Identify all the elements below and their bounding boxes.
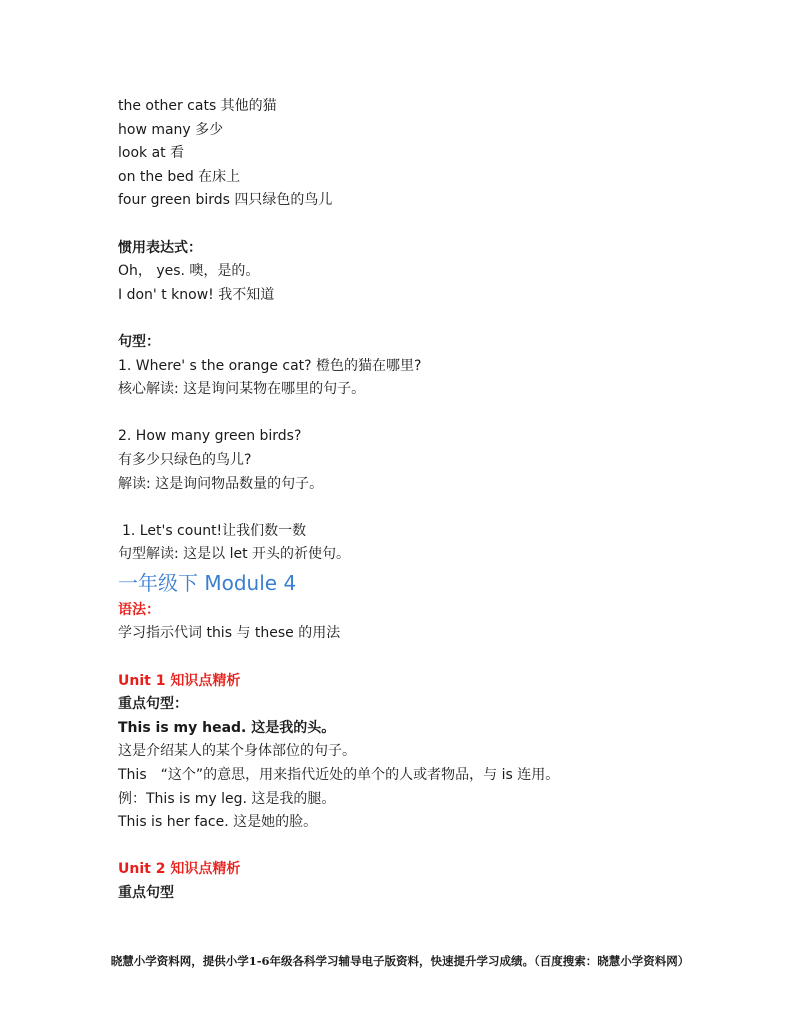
sentence-2-note: 解读: 这是询问物品数量的句子。 — [118, 475, 324, 492]
spacer — [118, 835, 758, 859]
unit1-line: This is her face. 这是她的脸。 — [118, 814, 318, 831]
vocab-line: how many 多少 — [118, 121, 224, 138]
document-body — [118, 95, 758, 906]
unit2-title: Unit 2 知识点精析 — [118, 861, 241, 878]
unit1-title: Unit 1 知识点精析 — [118, 672, 241, 689]
sentence-3: 1. Let's count!让我们数一数 — [122, 522, 307, 539]
expression-line: Oh， yes. 噢，是的。 — [118, 263, 260, 280]
sentences-heading: 句型： — [118, 333, 160, 350]
spacer — [118, 496, 758, 520]
module-title: 一年级下 Module 4 — [118, 570, 297, 595]
sentence-1-note: 核心解读: 这是询问某物在哪里的句子。 — [118, 381, 366, 398]
grammar-heading: 语法： — [118, 601, 160, 618]
spacer — [118, 213, 758, 237]
unit1-line: This “这个”的意思，用来指代近处的单个的人或者物品，与 is 连用。 — [118, 767, 560, 784]
unit1-key-sentence: This is my head. 这是我的头。 — [118, 719, 336, 736]
page-footer: 晓慧小学资料网，提供小学1-6年级各科学习辅导电子版资料，快速提升学习成绩。（百度搜索：晓慧小学资料网） — [110, 954, 690, 968]
vocab-line: four green birds 四只绿色的鸟儿 — [118, 192, 333, 209]
vocab-line: look at 看 — [118, 145, 185, 162]
vocab-line: the other cats 其他的猫 — [118, 98, 277, 114]
sentence-2-translation: 有多少只绿色的鸟儿? — [118, 451, 252, 468]
unit1-line: 这是介绍某人的某个身体部位的句子。 — [118, 743, 356, 760]
spacer — [118, 402, 758, 426]
expressions-heading: 惯用表达式： — [118, 239, 202, 256]
expression-line: I don' t know! 我不知道 — [118, 286, 275, 303]
grammar-text: 学习指示代词 this 与 these 的用法 — [118, 625, 341, 642]
sentence-3-note: 句型解读: 这是以 let 开头的祈使句。 — [118, 546, 351, 563]
sentence-1: 1. Where' s the orange cat? 橙色的猫在哪里? — [118, 357, 422, 374]
unit2-key-heading: 重点句型 — [118, 885, 174, 901]
unit1-line: 例：This is my leg. 这是我的腿。 — [118, 790, 336, 807]
sentence-2: 2. How many green birds? — [118, 428, 302, 445]
unit1-key-heading: 重点句型： — [118, 696, 188, 713]
vocab-line: on the bed 在床上 — [118, 168, 241, 185]
spacer — [118, 646, 758, 670]
spacer — [118, 307, 758, 331]
